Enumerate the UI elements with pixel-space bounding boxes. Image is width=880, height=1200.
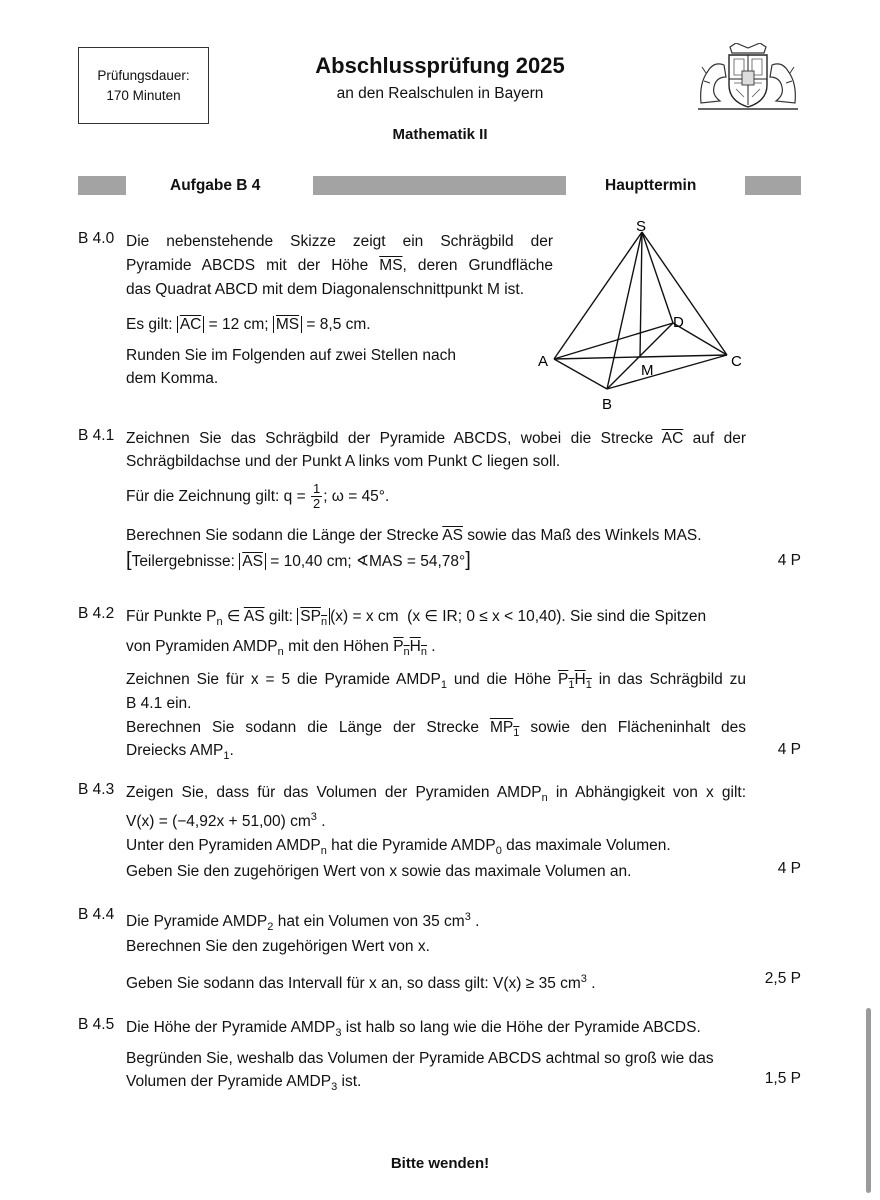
task-label-b44: B 4.4 <box>78 906 115 923</box>
b45-line3: Volumen der Pyramide $AMDP_3$ ist. <box>126 1073 362 1093</box>
points-b42: 4 P <box>777 741 801 758</box>
edge-sc <box>642 232 727 355</box>
edge-sd <box>642 232 673 323</box>
exam-subject: Mathematik II <box>392 126 488 143</box>
b41-partial-results: [Teilergebnisse: $\overline{AS} = 10,40$ cm; ∢MAS = 54,78°] <box>126 549 471 571</box>
b44-line2: Berechnen Sie den zugehörigen Wert von x. <box>126 938 430 955</box>
sketch-label-d: D <box>673 314 684 331</box>
points-b43: 4 P <box>777 860 801 877</box>
points-b44: 2,5 P <box>764 970 801 987</box>
header-bar-left <box>78 176 126 195</box>
duration-box <box>78 47 209 124</box>
b43-line4: Geben Sie den zugehörigen Wert von x sowie das maximale Volumen an. <box>126 863 632 880</box>
b40-line1: Die nebenstehende Skizze zeigt ein Schrägbild der <box>126 233 553 250</box>
b41-drawing: Für die Zeichnung gilt: q = $\frac{1}{2}$ ; ω = 45°. <box>126 481 390 512</box>
b42-line4: B 4.1 ein. <box>126 695 192 712</box>
b43-line3: Unter den Pyramiden $AMDP_n$ hat die Pyramide $AMDP_0$ das maximale Volumen. <box>126 837 671 857</box>
sketch-label-c: C <box>731 353 742 370</box>
b44-line1: Die Pyramide $AMDP_2$ hat ein Volumen von 35 $cm^3$ . <box>126 911 480 933</box>
edge-sb <box>607 232 642 389</box>
b41-line2: Schrägbildachse und der Punkt A links vom Punkt C liegen soll. <box>126 453 561 470</box>
duration-label: Prüfungsdauer: <box>97 67 190 83</box>
footer-note: Bitte wenden! <box>390 1155 490 1172</box>
task-label-b40: B 4.0 <box>78 230 115 247</box>
sketch-label-s: S <box>636 218 647 235</box>
b45-line1: Die Höhe der Pyramide $AMDP_3$ ist halb so lang wie die Höhe der Pyramide ABCDS. <box>126 1019 701 1039</box>
b41-line1: Zeichnen Sie das Schrägbild der Pyramide ABCDS, wobei die Strecke $\overline{AC}$ auf der <box>126 430 746 447</box>
sketch-label-a: A <box>538 353 549 370</box>
b40-round-line2: dem Komma. <box>126 370 219 387</box>
b40-line2: Pyramide ABCDS mit der Höhe $\overline{MS}$, deren Grundfläche <box>126 257 553 274</box>
points-b45: 1,5 P <box>764 1070 801 1087</box>
edge-sa <box>554 232 642 359</box>
b40-round-line1: Runden Sie im Folgenden auf zwei Stellen nach <box>126 347 457 364</box>
task-label-b43: B 4.3 <box>78 781 115 798</box>
task-label-b41: B 4.1 <box>78 427 115 444</box>
b40-line3: das Quadrat ABCD mit dem Diagonalenschnittpunkt M ist. <box>126 281 525 298</box>
task-label-b45: B 4.5 <box>78 1016 115 1033</box>
b42-line3: Zeichnen Sie für x = 5 die Pyramide $AMDP_1$ und die Höhe $P_1H_1$ in das Schrägbild zu <box>126 671 747 691</box>
exam-title: Abschlussprüfung 2025 <box>315 53 565 78</box>
task-heading: Aufgabe B 4 <box>170 177 261 194</box>
b42-line2: von Pyramiden $AMDP_n$ mit den Höhen $P_nH_n$ . <box>126 638 436 658</box>
pyramid-sketch <box>530 215 760 415</box>
term-heading: Haupttermin <box>605 177 697 194</box>
task-label-b42: B 4.2 <box>78 605 115 622</box>
edge-ab <box>554 359 607 389</box>
duration-value: 170 Minuten <box>106 87 181 103</box>
header-bar-right <box>745 176 801 195</box>
b40-given: Es gilt: $\overline{AC} = 12$ cm; $\overline{MS} = 8,5$ cm. <box>126 316 371 333</box>
b42-line5: Berechnen Sie sodann die Länge der Strecke $MP_1$ sowie den Flächeninhalt des <box>126 719 746 739</box>
points-b41: 4 P <box>777 552 801 569</box>
header-bar-middle <box>313 176 566 195</box>
edge-bc <box>607 355 727 389</box>
sketch-label-m: M <box>641 362 654 379</box>
bavaria-coat-of-arms-icon <box>696 43 800 113</box>
height-ms <box>640 232 642 357</box>
b42-line1: Für Punkte $P_n$ ∈ $\overline{AS}$ gilt: $SP_n$ (x) = x cm (x ∈ IR; 0 ≤ x < 10,40). Sie sind die Spitzen <box>126 608 707 628</box>
b45-line2: Begründen Sie, weshalb das Volumen der Pyramide ABCDS achtmal so groß wie das <box>126 1050 714 1067</box>
b42-line6: Dreiecks $AMP_1$. <box>126 742 234 762</box>
sketch-label-b: B <box>602 396 613 413</box>
b41-calc: Berechnen Sie sodann die Länge der Strecke $\overline{AS}$ sowie das Maß des Winkels MAS. <box>126 527 702 544</box>
b43-formula: V(x) = (−4,92x + 51,00) $cm^3$ . <box>126 811 326 830</box>
scrollbar[interactable] <box>866 1008 871 1193</box>
exam-subtitle: an den Realschulen in Bayern <box>336 85 544 102</box>
b44-line3: Geben Sie sodann das Intervall für x an, so dass gilt: V(x) ≥ 35 $cm^3$ . <box>126 973 596 992</box>
b43-line1: Zeigen Sie, dass für das Volumen der Pyramiden $AMDP_n$ in Abhängigkeit von x gilt: <box>126 784 747 804</box>
